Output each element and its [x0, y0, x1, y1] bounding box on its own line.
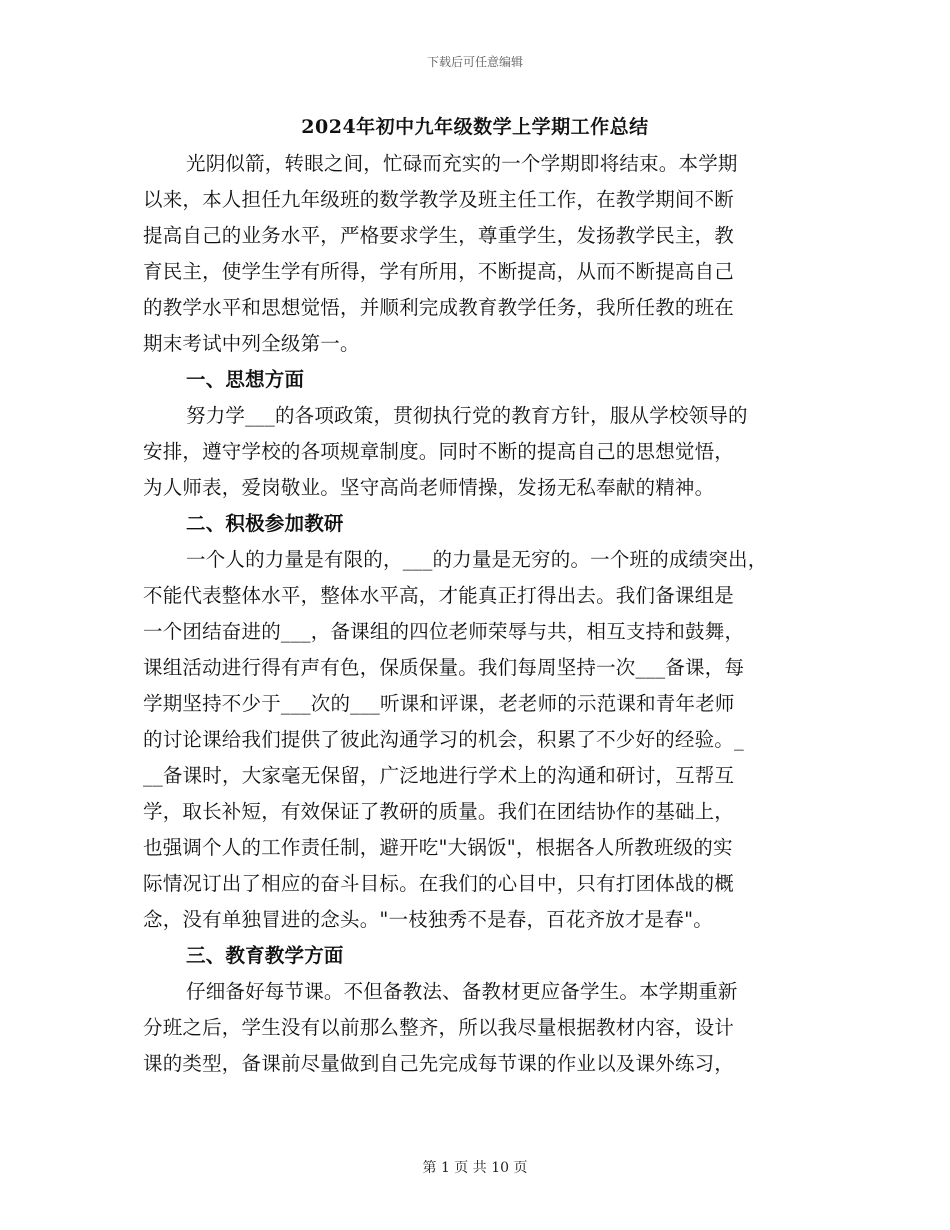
paragraph-line: 念，没有单独冒进的念头。"一枝独秀不是春，百花齐放才是春"。: [143, 908, 713, 931]
document-body: [143, 146, 823, 1082]
paragraph-line: 课的类型，备课前尽量做到自己先完成每节课的作业以及课外练习，: [143, 1052, 735, 1075]
paragraph-line: 学，取长补短，有效保证了教研的质量。我们在团结协作的基础上，: [143, 800, 735, 823]
page-number: 第 1 页 共 10 页: [422, 1160, 528, 1176]
header-note: 下载后可任意编辑: [426, 55, 523, 69]
paragraph-line: 努力学___的各项政策，贯彻执行党的教育方针，服从学校领导的: [186, 404, 748, 427]
paragraph-line: 的教学水平和思想觉悟，并顺利完成教育教学任务，我所任教的班在: [143, 296, 735, 319]
paragraph-line: 一个人的力量是有限的，___的力量是无穷的。一个班的成绩突出，: [186, 548, 768, 571]
paragraph-line: 的讨论课给我们提供了彼此沟通学习的机会，积累了不少好的经验。_: [143, 728, 744, 751]
paragraph-line: 提高自己的业务水平，严格要求学生，尊重学生，发扬教学民主，教: [143, 224, 735, 247]
paragraph-line: 仔细备好每节课。不但备教法、备教材更应备学生。本学期重新: [186, 980, 738, 1003]
section-heading: 一、思想方面: [186, 368, 305, 391]
paragraph-line: 也强调个人的工作责任制，避开吃"大锅饭"，根据各人所教班级的实: [143, 836, 733, 859]
document-title: 2024年初中九年级数学上学期工作总结: [301, 116, 649, 138]
paragraph-line: 学期坚持不少于___次的___听课和评课，老老师的示范课和青年老师: [143, 692, 735, 715]
paragraph-line: 分班之后，学生没有以前那么整齐，所以我尽量根据教材内容，设计: [143, 1016, 735, 1039]
paragraph-line: 以来，本人担任九年级班的数学教学及班主任工作，在教学期间不断: [143, 188, 735, 211]
paragraph-line: 课组活动进行得有声有色，保质保量。我们每周坚持一次___备课，每: [143, 656, 745, 679]
paragraph-line: 安排，遵守学校的各项规章制度。同时不断的提高自己的思想觉悟，: [143, 440, 735, 463]
paragraph-line: __备课时，大家毫无保留，广泛地进行学术上的沟通和研讨，互帮互: [143, 764, 735, 787]
paragraph-line: 一个团结奋进的___，备课组的四位老师荣辱与共，相互支持和鼓舞，: [143, 620, 745, 643]
paragraph-line: 期末考试中列全级第一。: [143, 332, 360, 355]
section-heading: 二、积极参加教研: [186, 512, 344, 535]
paragraph-line: 际情况订出了相应的奋斗目标。在我们的心目中，只有打团体战的概: [143, 872, 735, 895]
paragraph-line: 光阴似箭，转眼之间，忙碌而充实的一个学期即将结束。本学期: [186, 152, 738, 175]
paragraph-line: 为人师表，爱岗敬业。坚守高尚老师情操，发扬无私奉献的精神。: [143, 476, 715, 499]
section-heading: 三、教育教学方面: [186, 944, 344, 967]
paragraph-line: 育民主，使学生学有所得，学有所用，不断提高，从而不断提高自己: [143, 260, 735, 283]
paragraph-line: 不能代表整体水平，整体水平高，才能真正打得出去。我们备课组是: [143, 584, 735, 607]
